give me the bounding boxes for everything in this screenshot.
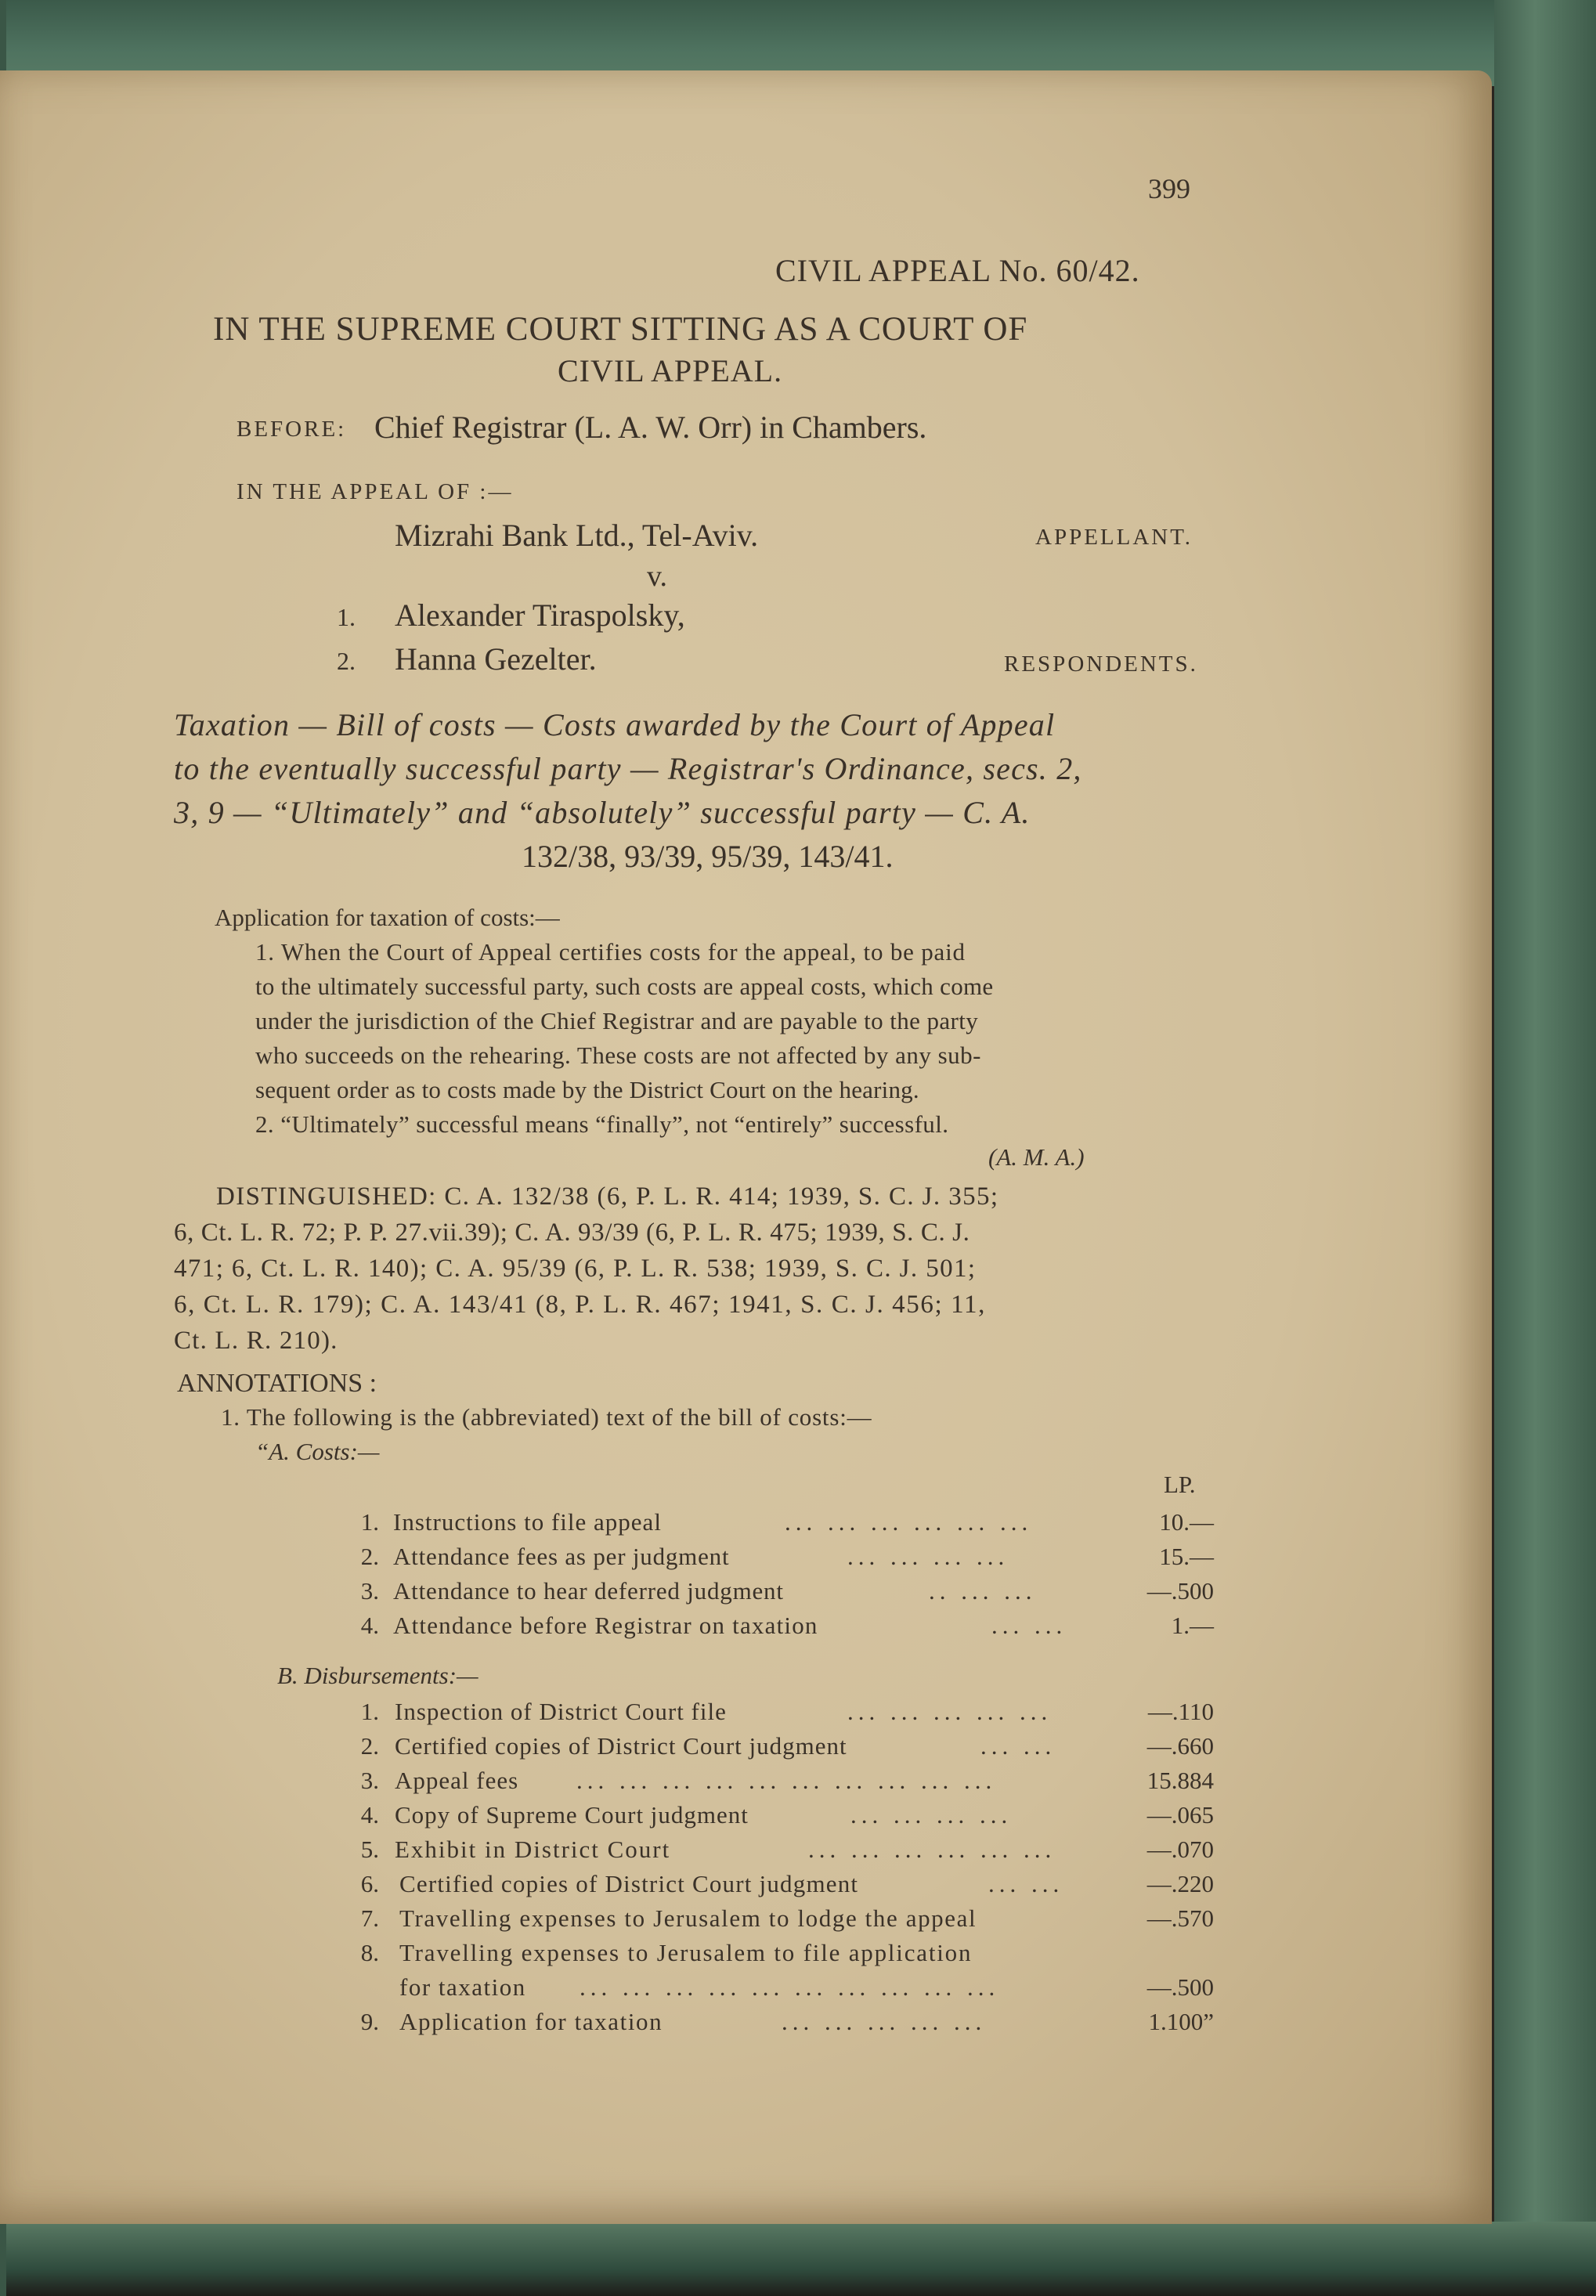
disbursement-row [0, 1698, 1492, 1729]
application-line: Application for taxation of costs:— [215, 904, 560, 931]
headnote-line-4: 132/38, 93/39, 95/39, 143/41. [522, 839, 894, 874]
cost-amount: 15.— [1159, 1543, 1214, 1570]
disbursement-row [0, 1870, 1492, 1901]
held-line-3: under the jurisdiction of the Chief Registrar and are payable to the party [255, 1007, 979, 1034]
cost-number: 3. [360, 1577, 379, 1605]
distinguished-line-5: Ct. L. R. 210). [174, 1327, 338, 1355]
cost-row [0, 1543, 1492, 1574]
distinguished-line-4: 6, Ct. L. R. 179); C. A. 143/41 (8, P. L. R. 467; 1941, S. C. J. 456; 11, [174, 1291, 986, 1319]
headnote-line-3: 3, 9 — “Ultimately” and “absolutely” successful party — C. A. [174, 795, 1031, 830]
cost-number: 2. [360, 1543, 379, 1570]
disbursement-label: Copy of Supreme Court judgment [395, 1801, 749, 1828]
disbursement-label: Appeal fees [395, 1767, 519, 1794]
court-heading-line-2: CIVIL APPEAL. [558, 353, 783, 388]
versus: v. [647, 560, 668, 593]
disbursement-number: 7. [360, 1904, 379, 1932]
disbursement-leader: ... ... ... ... ... ... [808, 1836, 1056, 1863]
held-line-6: 2. “Ultimately” successful means “finally”, not “entirely” successful. [255, 1110, 949, 1138]
disbursement-label: Travelling expenses to Jerusalem to file application [399, 1939, 973, 1966]
respondents-label: RESPONDENTS. [1004, 652, 1198, 677]
headnote-line-2: to the eventually successful party — Registrar's Ordinance, secs. 2, [174, 751, 1082, 786]
held-line-1: 1. When the Court of Appeal certifies costs for the appeal, to be paid [255, 938, 966, 966]
disbursement-leader: ... ... ... ... ... ... ... ... ... ... [576, 1767, 997, 1794]
disbursement-label: for taxation [399, 1973, 526, 2001]
disbursement-label: Inspection of District Court file [395, 1698, 727, 1725]
cost-leader: ... ... [991, 1612, 1067, 1639]
distinguished-line-3: 471; 6, Ct. L. R. 140); C. A. 95/39 (6, P. L. R. 538; 1939, S. C. J. 501; [174, 1254, 977, 1283]
disbursement-amount: —.660 [1146, 1732, 1214, 1760]
cost-number: 1. [360, 1508, 379, 1536]
disbursement-row [0, 2008, 1492, 2039]
annotations-heading: ANNOTATIONS : [177, 1369, 377, 1398]
disbursement-row [0, 1904, 1492, 1936]
cost-leader: .. ... ... [929, 1577, 1037, 1605]
distinguished-line-1: DISTINGUISHED: C. A. 132/38 (6, P. L. R. 414; 1939, S. C. J. 355; [216, 1182, 999, 1211]
before-text: Chief Registrar (L. A. W. Orr) in Chambers. [374, 410, 927, 445]
currency-label: LP. [1164, 1471, 1196, 1498]
cost-amount: 10.— [1159, 1508, 1214, 1536]
cost-row [0, 1577, 1492, 1608]
disbursement-row [0, 1973, 1492, 2005]
disbursement-leader: ... ... ... ... ... [847, 1698, 1053, 1725]
disbursement-amount: —.065 [1146, 1801, 1214, 1828]
book-cover-right [1494, 0, 1596, 2296]
disbursement-number: 4. [360, 1801, 379, 1828]
cost-label: Instructions to file appeal [393, 1508, 662, 1536]
cost-label: Attendance fees as per judgment [393, 1543, 730, 1570]
cost-row [0, 1508, 1492, 1540]
cost-label: Attendance to hear deferred judgment [393, 1577, 784, 1605]
disbursement-amount: —.070 [1146, 1836, 1214, 1863]
disbursement-label: Certified copies of District Court judgment [395, 1732, 847, 1760]
distinguished-line-2: 6, Ct. L. R. 72; P. P. 27.vii.39); C. A. 93/39 (6, P. L. R. 475; 1939, S. C. J. [174, 1218, 970, 1247]
before-label: BEFORE: [237, 417, 347, 442]
disbursement-amount: —.570 [1146, 1904, 1214, 1932]
headnote-line-1: Taxation — Bill of costs — Costs awarded by the Court of Appeal [174, 707, 1056, 742]
disbursement-row [0, 1767, 1492, 1798]
disbursement-label: Application for taxation [399, 2008, 663, 2035]
cost-leader: ... ... ... ... [847, 1543, 1009, 1570]
respondent-2-number: 2. [337, 647, 356, 675]
disbursement-number: 2. [360, 1732, 379, 1760]
disbursement-amount: —.110 [1147, 1698, 1214, 1725]
cost-amount: —.500 [1146, 1577, 1214, 1605]
disbursement-leader: ... ... ... ... ... [782, 2008, 987, 2035]
disbursement-leader: ... ... ... ... [850, 1801, 1013, 1828]
section-a-heading: “A. Costs:— [255, 1438, 380, 1465]
cost-number: 4. [360, 1612, 379, 1639]
case-title: CIVIL APPEAL No. 60/42. [775, 253, 1140, 288]
disbursement-row [0, 1939, 1492, 1970]
held-line-5: sequent order as to costs made by the District Court on the hearing. [255, 1076, 919, 1103]
book-page [0, 70, 1492, 2224]
disbursement-amount: 1.100” [1148, 2008, 1214, 2035]
disbursement-number: 6. [360, 1870, 379, 1897]
disbursement-label: Certified copies of District Court judgment [399, 1870, 859, 1897]
cost-label: Attendance before Registrar on taxation [393, 1612, 818, 1639]
cost-leader: ... ... ... ... ... ... [785, 1508, 1033, 1536]
disbursement-leader: ... ... ... ... ... ... ... ... ... ... [580, 1973, 1000, 2001]
disbursement-row [0, 1801, 1492, 1832]
in-appeal-label: IN THE APPEAL OF :— [237, 479, 514, 504]
appellant-name: Mizrahi Bank Ltd., Tel-Aviv. [395, 518, 759, 553]
disbursement-number: 9. [360, 2008, 379, 2035]
disbursement-row [0, 1836, 1492, 1867]
disbursement-leader: ... ... [980, 1732, 1056, 1760]
held-line-4: who succeeds on the rehearing. These costs are not affected by any sub- [255, 1042, 982, 1069]
disbursement-number: 5. [360, 1836, 379, 1863]
appellant-label: APPELLANT. [1035, 525, 1193, 550]
annotation-1: 1. The following is the (abbreviated) text of the bill of costs:— [221, 1403, 872, 1431]
held-line-2: to the ultimately successful party, such costs are appeal costs, which come [255, 973, 994, 1000]
respondent-1-name: Alexander Tiraspolsky, [395, 597, 685, 633]
disbursement-amount: 15.884 [1146, 1767, 1214, 1794]
book-cover-bottom [0, 2222, 1596, 2296]
page-number: 399 [1148, 173, 1190, 204]
cost-amount: 1.— [1171, 1612, 1214, 1639]
disbursement-number: 1. [360, 1698, 379, 1725]
cost-row [0, 1612, 1492, 1643]
disbursement-amount: —.500 [1146, 1973, 1214, 2001]
disbursement-row [0, 1732, 1492, 1764]
disbursement-amount: —.220 [1146, 1870, 1214, 1897]
respondent-1-number: 1. [337, 603, 356, 631]
respondent-2-name: Hanna Gezelter. [395, 641, 597, 677]
disbursement-number: 3. [360, 1767, 379, 1794]
section-b-heading: B. Disbursements:— [277, 1662, 478, 1689]
disbursement-leader: ... ... [988, 1870, 1064, 1897]
disbursement-label: Exhibit in District Court [395, 1836, 671, 1863]
initials: (A. M. A.) [988, 1143, 1085, 1171]
disbursement-number: 8. [360, 1939, 379, 1966]
disbursement-label: Travelling expenses to Jerusalem to lodge the appeal [399, 1904, 977, 1932]
court-heading-line-1: IN THE SUPREME COURT SITTING AS A COURT OF [213, 311, 1028, 348]
